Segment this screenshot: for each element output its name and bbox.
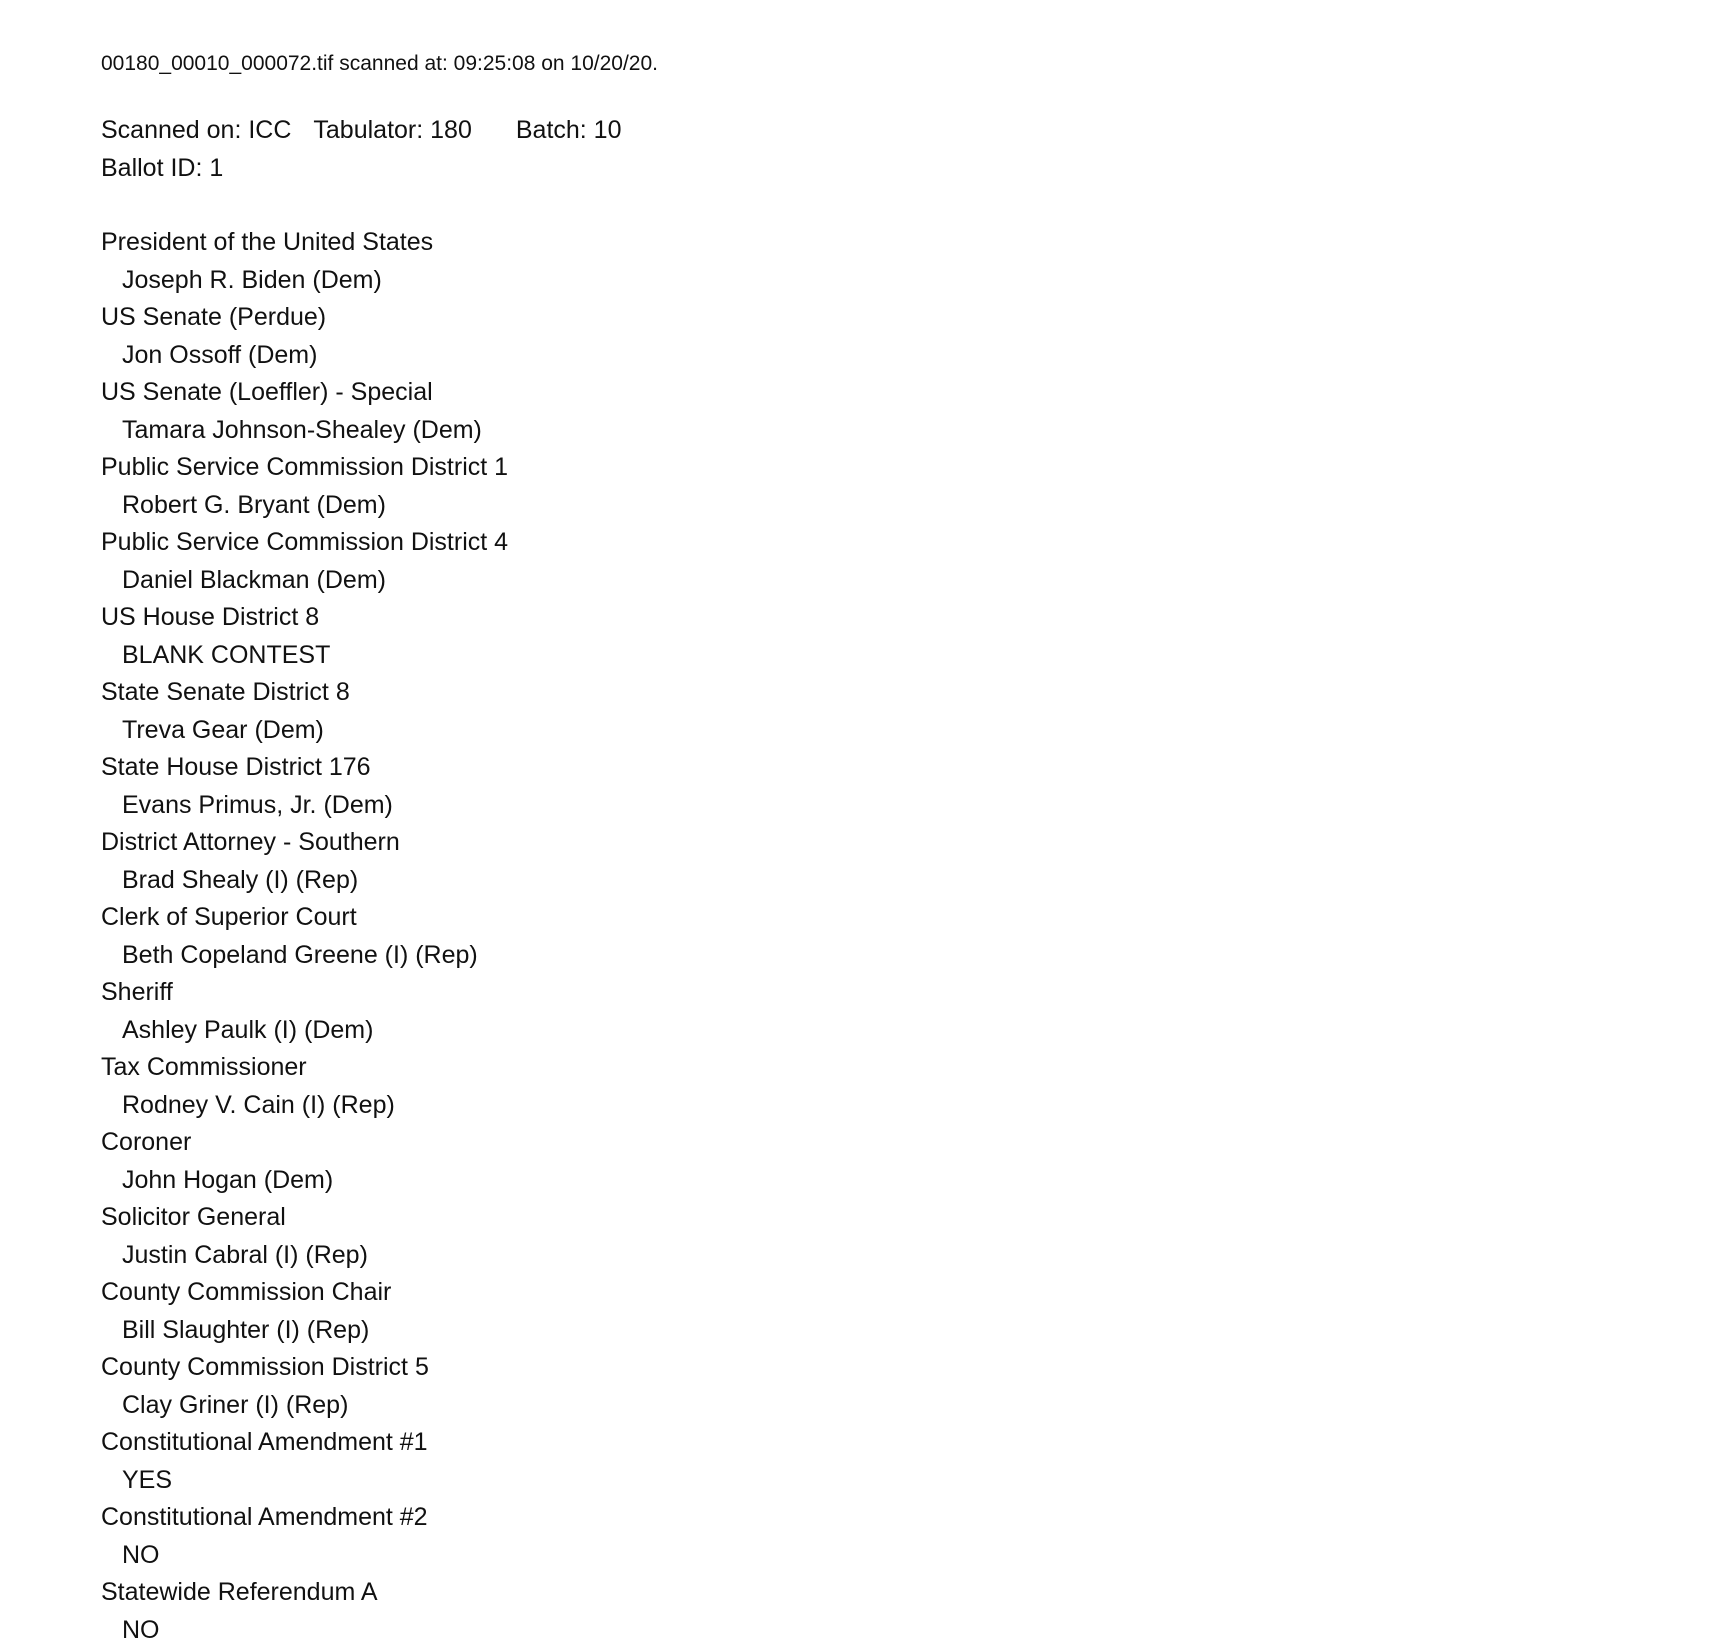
- contest-item: [101, 449, 508, 524]
- contest-title: Coroner: [101, 1124, 508, 1162]
- contest-title: US Senate (Loeffler) - Special: [101, 374, 508, 412]
- contest-choice: Joseph R. Biden (Dem): [101, 262, 508, 300]
- contest-title: Tax Commissioner: [101, 1049, 508, 1087]
- contest-choice: Robert G. Bryant (Dem): [101, 487, 508, 525]
- contest-title: State House District 176: [101, 749, 508, 787]
- scan-info-row: [101, 112, 622, 150]
- contest-item: [101, 1049, 508, 1124]
- contest-title: US House District 8: [101, 599, 508, 637]
- contest-choice: YES: [101, 1462, 508, 1500]
- contest-choice: Tamara Johnson-Shealey (Dem): [101, 412, 508, 450]
- ballot-report-page: [101, 0, 1661, 1648]
- contest-item: [101, 1199, 508, 1274]
- contest-item: [101, 524, 508, 599]
- contest-list: [101, 224, 508, 1649]
- contest-choice: NO: [101, 1612, 508, 1649]
- ballot-metadata: [101, 112, 622, 187]
- contest-choice: Jon Ossoff (Dem): [101, 337, 508, 375]
- contest-item: [101, 974, 508, 1049]
- contest-item: [101, 824, 508, 899]
- contest-choice: NO: [101, 1537, 508, 1575]
- scanned-on-label: Scanned on: ICC: [101, 112, 291, 150]
- contest-choice: Brad Shealy (I) (Rep): [101, 862, 508, 900]
- batch-label: Batch: 10: [516, 112, 622, 150]
- contest-title: Public Service Commission District 4: [101, 524, 508, 562]
- contest-title: County Commission Chair: [101, 1274, 508, 1312]
- contest-title: Public Service Commission District 1: [101, 449, 508, 487]
- contest-title: County Commission District 5: [101, 1349, 508, 1387]
- contest-title: Statewide Referendum A: [101, 1574, 508, 1612]
- contest-choice: Ashley Paulk (I) (Dem): [101, 1012, 508, 1050]
- ballot-id-row: [101, 150, 622, 188]
- contest-title: Solicitor General: [101, 1199, 508, 1237]
- contest-item: [101, 374, 508, 449]
- contest-choice: Treva Gear (Dem): [101, 712, 508, 750]
- contest-title: Constitutional Amendment #1: [101, 1424, 508, 1462]
- contest-choice: Daniel Blackman (Dem): [101, 562, 508, 600]
- contest-choice: Bill Slaughter (I) (Rep): [101, 1312, 508, 1350]
- contest-title: State Senate District 8: [101, 674, 508, 712]
- scan-filename-line: 00180_00010_000072.tif scanned at: 09:25:08 on 10/20/20.: [101, 50, 658, 78]
- contest-item: [101, 1424, 508, 1499]
- ballot-id-label: Ballot ID: 1: [101, 150, 223, 188]
- contest-item: [101, 749, 508, 824]
- contest-item: [101, 1274, 508, 1349]
- contest-title: Clerk of Superior Court: [101, 899, 508, 937]
- contest-choice: Justin Cabral (I) (Rep): [101, 1237, 508, 1275]
- contest-item: [101, 674, 508, 749]
- contest-title: Sheriff: [101, 974, 508, 1012]
- contest-title: US Senate (Perdue): [101, 299, 508, 337]
- contest-item: [101, 1124, 508, 1199]
- contest-item: [101, 1349, 508, 1424]
- contest-item: [101, 899, 508, 974]
- contest-item: [101, 599, 508, 674]
- contest-item: [101, 1574, 508, 1649]
- contest-choice: Evans Primus, Jr. (Dem): [101, 787, 508, 825]
- contest-choice: BLANK CONTEST: [101, 637, 508, 675]
- contest-item: [101, 224, 508, 299]
- contest-title: President of the United States: [101, 224, 508, 262]
- contest-choice: John Hogan (Dem): [101, 1162, 508, 1200]
- tabulator-label: Tabulator: 180: [313, 112, 471, 150]
- contest-title: District Attorney - Southern: [101, 824, 508, 862]
- contest-item: [101, 299, 508, 374]
- contest-choice: Beth Copeland Greene (I) (Rep): [101, 937, 508, 975]
- contest-choice: Clay Griner (I) (Rep): [101, 1387, 508, 1425]
- contest-title: Constitutional Amendment #2: [101, 1499, 508, 1537]
- contest-item: [101, 1499, 508, 1574]
- contest-choice: Rodney V. Cain (I) (Rep): [101, 1087, 508, 1125]
